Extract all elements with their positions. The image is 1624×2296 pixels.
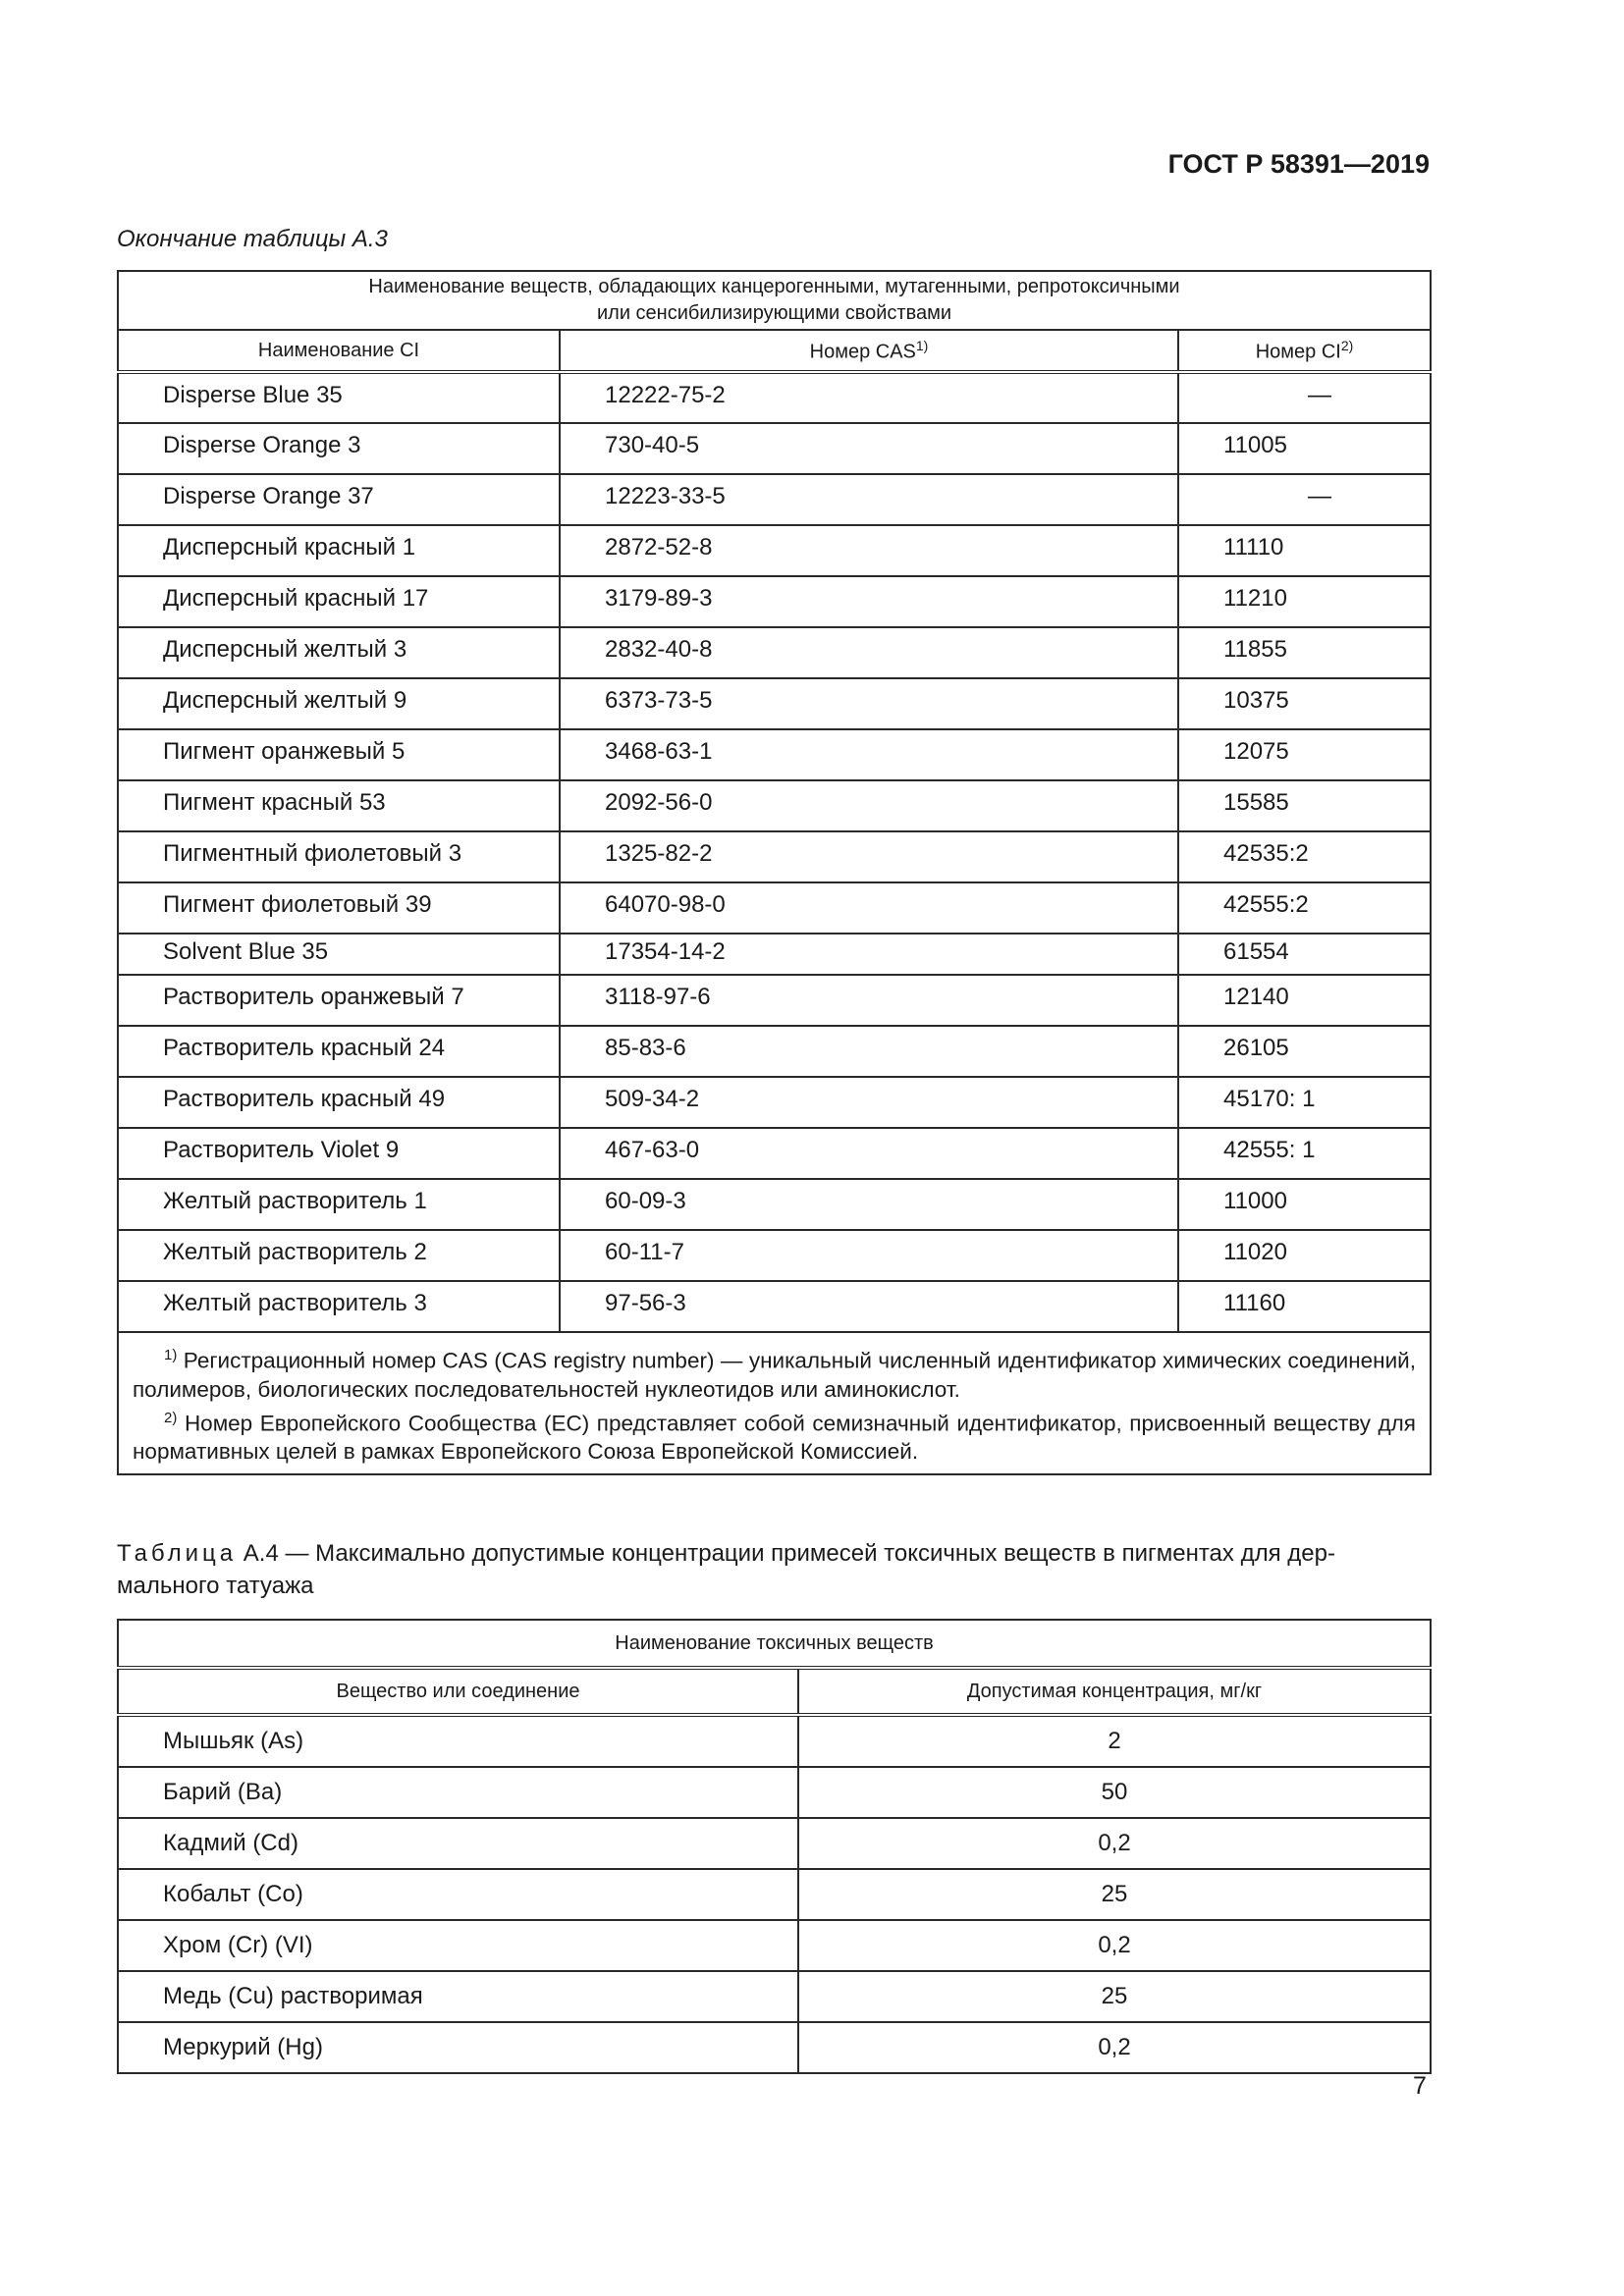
ci-name-cell: Желтый растворитель 2	[118, 1230, 560, 1281]
ci-number-cell: 45170: 1	[1178, 1077, 1431, 1128]
cas-number-cell: 2832-40-8	[560, 627, 1178, 678]
table-row	[118, 678, 1431, 729]
ci-name-cell: Растворитель красный 24	[118, 1026, 560, 1077]
cas-number-cell: 85-83-6	[560, 1026, 1178, 1077]
table-a3-group-header	[118, 271, 1431, 330]
cas-number-cell: 6373-73-5	[560, 678, 1178, 729]
table-a4	[117, 1619, 1432, 2074]
substance-cell: Меркурий (Hg)	[118, 2022, 798, 2073]
page-number: 7	[1413, 2072, 1427, 2100]
ci-name-cell: Желтый растворитель 3	[118, 1281, 560, 1332]
table-row	[118, 1128, 1431, 1179]
group-header-line1: Наименование веществ, обладающих канцерогенными, мутагенными, репротоксичными	[368, 276, 1180, 297]
substance-cell: Хром (Cr) (VI)	[118, 1920, 798, 1971]
ci-name-cell: Disperse Blue 35	[118, 372, 560, 423]
ci-name-cell: Растворитель оранжевый 7	[118, 975, 560, 1026]
ci-name-cell: Пигмент оранжевый 5	[118, 729, 560, 780]
ci-name-cell: Дисперсный желтый 9	[118, 678, 560, 729]
ci-name-cell: Растворитель Violet 9	[118, 1128, 560, 1179]
ci-name-cell: Пигмент фиолетовый 39	[118, 882, 560, 934]
ci-number-cell: 11160	[1178, 1281, 1431, 1332]
table-a4-group-header: Наименование токсичных веществ	[118, 1620, 1431, 1668]
table-row	[118, 780, 1431, 831]
concentration-cell: 0,2	[798, 1818, 1431, 1869]
ci-name-cell: Solvent Blue 35	[118, 934, 560, 975]
cas-number-cell: 3118-97-6	[560, 975, 1178, 1026]
cas-number-cell: 12223-33-5	[560, 474, 1178, 525]
ci-number-cell: —	[1178, 474, 1431, 525]
table-row	[118, 1230, 1431, 1281]
substance-cell: Барий (Ba)	[118, 1767, 798, 1818]
table-row	[118, 1715, 1431, 1767]
col-header-ci-name: Наименование CI	[118, 330, 560, 372]
table-row	[118, 831, 1431, 882]
concentration-cell: 2	[798, 1715, 1431, 1767]
ci-number-cell: 12075	[1178, 729, 1431, 780]
col-header-concentration: Допустимая концентрация, мг/кг	[798, 1668, 1431, 1715]
table-row	[118, 1179, 1431, 1230]
table-row	[118, 2022, 1431, 2073]
group-header-line2: или сенсибилизирующими свойствами	[596, 302, 952, 324]
ci-number-cell: 61554	[1178, 934, 1431, 975]
ci-number-cell: 11855	[1178, 627, 1431, 678]
ci-number-cell: 26105	[1178, 1026, 1431, 1077]
table-row	[118, 975, 1431, 1026]
concentration-cell: 0,2	[798, 2022, 1431, 2073]
cas-number-cell: 17354-14-2	[560, 934, 1178, 975]
cas-number-cell: 509-34-2	[560, 1077, 1178, 1128]
cas-footnote-mark: 1)	[915, 337, 929, 353]
cas-number-cell: 97-56-3	[560, 1281, 1178, 1332]
table-row	[118, 1869, 1431, 1920]
substance-cell: Кадмий (Cd)	[118, 1818, 798, 1869]
ci-number-cell: 42535:2	[1178, 831, 1431, 882]
col-header-cas: Номер CAS$^{1)}$	[560, 330, 1178, 372]
cas-number-cell: 3179-89-3	[560, 576, 1178, 627]
cas-number-cell: 64070-98-0	[560, 882, 1178, 934]
table-row	[118, 1818, 1431, 1869]
ci-number-cell: 11000	[1178, 1179, 1431, 1230]
ci-name-cell: Пигмент красный 53	[118, 780, 560, 831]
table-row	[118, 1920, 1431, 1971]
concentration-cell: 50	[798, 1767, 1431, 1818]
ci-number-cell: —	[1178, 372, 1431, 423]
document-number: ГОСТ Р 58391—2019	[1167, 149, 1430, 179]
table-row	[118, 576, 1431, 627]
ci-name-cell: Disperse Orange 37	[118, 474, 560, 525]
table-row	[118, 1281, 1431, 1332]
table-row	[118, 525, 1431, 576]
ci-number-cell: 11005	[1178, 423, 1431, 474]
table-row	[118, 474, 1431, 525]
cas-number-cell: 60-09-3	[560, 1179, 1178, 1230]
table-row	[118, 423, 1431, 474]
table-row	[118, 1971, 1431, 2022]
ci-number-cell: 11020	[1178, 1230, 1431, 1281]
table-row	[118, 934, 1431, 975]
ci-number-cell: 11210	[1178, 576, 1431, 627]
ci-number-cell: 11110	[1178, 525, 1431, 576]
footnote-1: $^{1)}$ Регистрационный номер CAS (CAS registry number) — уникальный численный идентификатор химических соединений, полимеров, биологических последовательностей нуклеотидов или аминокислот.	[133, 1347, 1416, 1402]
ci-name-cell: Disperse Orange 3	[118, 423, 560, 474]
ci-name-cell: Растворитель красный 49	[118, 1077, 560, 1128]
concentration-cell: 25	[798, 1971, 1431, 2022]
table-row	[118, 882, 1431, 934]
table-row	[118, 372, 1431, 423]
ci-name-cell: Дисперсный красный 1	[118, 525, 560, 576]
table-a3-footnotes	[118, 1332, 1431, 1474]
col-header-substance: Вещество или соединение	[118, 1668, 798, 1715]
table-a3	[117, 270, 1432, 1475]
table-row	[118, 729, 1431, 780]
ci-number-cell: 15585	[1178, 780, 1431, 831]
substance-cell: Медь (Cu) растворимая	[118, 1971, 798, 2022]
ci-name-cell: Дисперсный желтый 3	[118, 627, 560, 678]
ci-number-cell: 10375	[1178, 678, 1431, 729]
ci-name-cell: Дисперсный красный 17	[118, 576, 560, 627]
ci-footnote-mark: 2)	[1340, 337, 1354, 353]
cas-number-cell: 2092-56-0	[560, 780, 1178, 831]
cas-number-cell: 467-63-0	[560, 1128, 1178, 1179]
ci-name-cell: Пигментный фиолетовый 3	[118, 831, 560, 882]
cas-number-cell: 1325-82-2	[560, 831, 1178, 882]
ci-number-cell: 42555: 1	[1178, 1128, 1431, 1179]
table-row	[118, 627, 1431, 678]
ci-number-cell: 42555:2	[1178, 882, 1431, 934]
concentration-cell: 25	[798, 1869, 1431, 1920]
table-row	[118, 1767, 1431, 1818]
table-a4-caption	[117, 1537, 1413, 1602]
table-a3-caption: Окончание таблицы А.3	[117, 226, 388, 252]
cas-number-cell: 12222-75-2	[560, 372, 1178, 423]
footnote-2: $^{2)}$ Номер Европейского Сообщества (ЕС) представляет собой семизначный идентификатор, присвоенный веществу для нормативных целей в рамках Европейского Союза Европейской Комиссией.	[133, 1409, 1416, 1464]
table-a4-caption-label: Таблица	[117, 1540, 238, 1567]
substance-cell: Мышьяк (As)	[118, 1715, 798, 1767]
ci-name-cell: Желтый растворитель 1	[118, 1179, 560, 1230]
cas-number-cell: 3468-63-1	[560, 729, 1178, 780]
substance-cell: Кобальт (Co)	[118, 1869, 798, 1920]
table-row	[118, 1077, 1431, 1128]
cas-number-cell: 730-40-5	[560, 423, 1178, 474]
concentration-cell: 0,2	[798, 1920, 1431, 1971]
table-a4-caption-text: А.4 — Максимально допустимые концентрации примесей токсичных веществ в пигментах для дер-мального татуажа	[117, 1540, 1335, 1599]
cas-number-cell: 2872-52-8	[560, 525, 1178, 576]
col-header-ci-number: Номер CI$^{2)}$	[1178, 330, 1431, 372]
cas-number-cell: 60-11-7	[560, 1230, 1178, 1281]
ci-number-cell: 12140	[1178, 975, 1431, 1026]
table-row	[118, 1026, 1431, 1077]
